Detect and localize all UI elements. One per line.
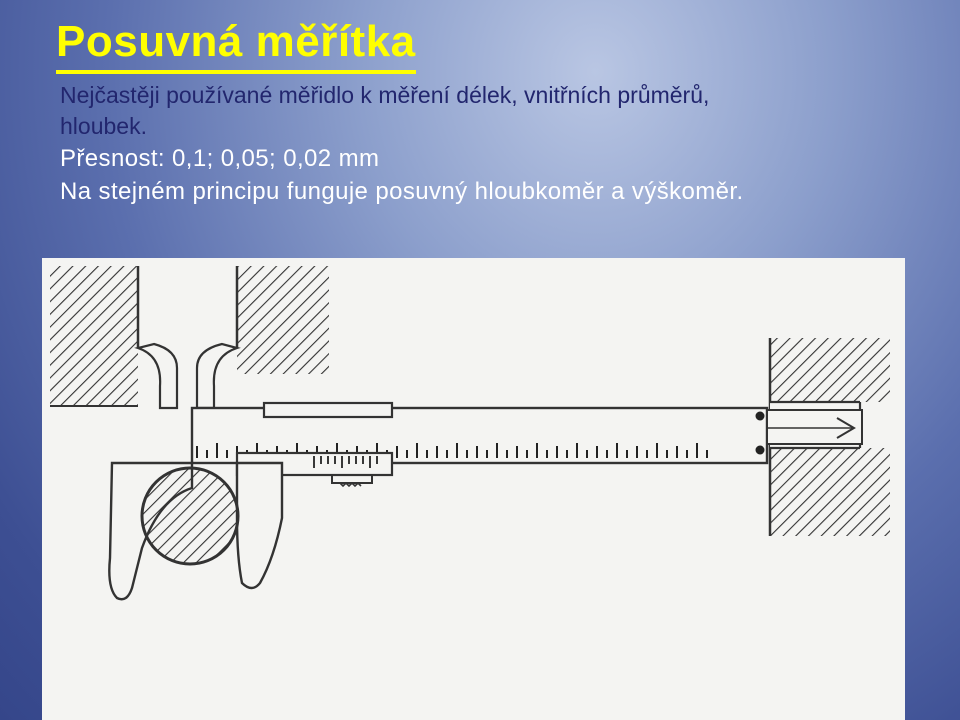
vernier-caliper-drawing-icon [42,258,905,720]
body-line-usage: Nejčastěji používané měřidlo k měření délek, vnitřních průměrů, [60,82,710,108]
body-line-principle: Na stejném principu funguje posuvný hloubkoměr a výškoměr. [60,178,744,205]
workpiece-block-left [50,266,138,406]
caliper-figure [42,258,905,720]
workpiece-block-right [770,338,890,402]
body-line-precision: Přesnost: 0,1; 0,05; 0,02 mm [60,145,380,172]
measured-cylinder [142,468,238,564]
slider-top [264,403,392,417]
slide-body [60,80,940,208]
slide-title: Posuvná měřítka [56,14,416,74]
body-line-usage-cont: hloubek. [60,113,147,139]
sliding-outer-jaw [237,463,282,588]
depth-rod [767,410,862,444]
workpiece-block-mid [237,266,329,374]
